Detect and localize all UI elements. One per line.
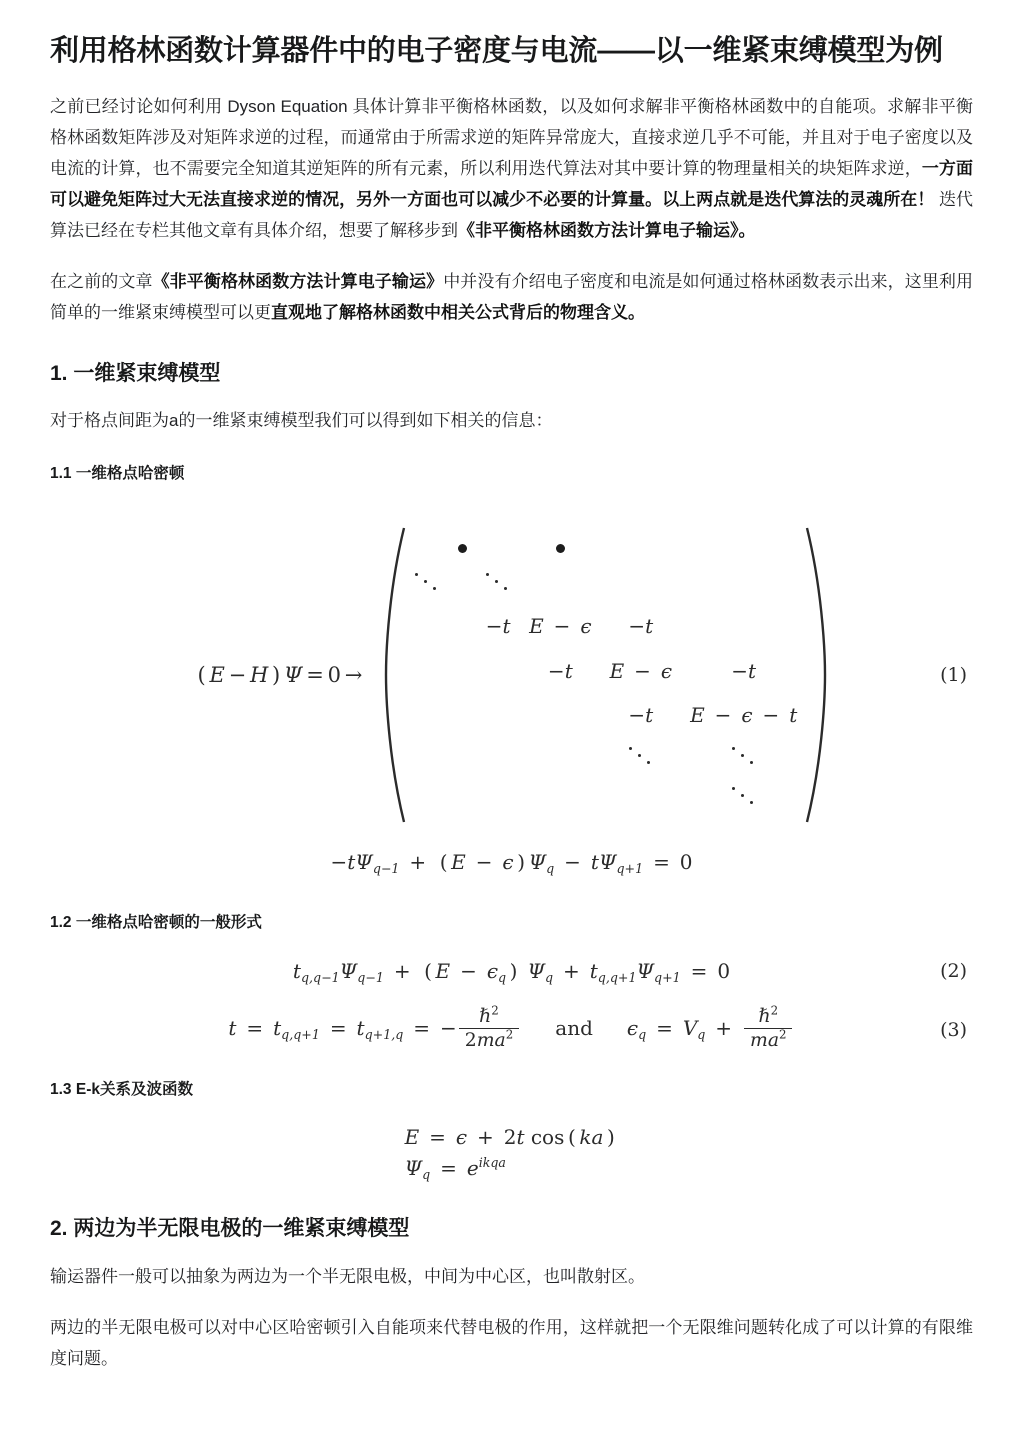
matrix-cell-ddots — [412, 571, 442, 598]
equation-1-block — [50, 525, 973, 825]
section-2-paragraph-1: 输运器件一般可以抽象为两边为一个半无限电极，中间为中心区，也叫散射区。 — [50, 1266, 645, 1286]
matrix — [382, 525, 829, 825]
matrix-cell-ddots — [729, 785, 759, 812]
equation-3-and-word: and — [555, 1016, 593, 1041]
section-heading-1: 1. 一维紧束缚模型 — [50, 361, 221, 385]
equation-2-block — [50, 956, 973, 987]
subsection-heading-1-1: 1.1 一维格点哈密顿 — [50, 465, 185, 483]
intro-text-part-2: 迭代算法已经在专栏其他文章有具体介绍，想要了解移步到 — [50, 190, 973, 241]
matrix-cell-minus-t: −t — [485, 614, 511, 639]
matrix-cell-ddots — [483, 571, 513, 598]
matrix-cell-diagonal: E − ϵ — [529, 614, 592, 639]
equation-4-lines — [405, 1122, 619, 1184]
page-title: 利用格林函数计算器件中的电子密度与电流——以一维紧束缚模型为例 — [50, 35, 943, 67]
subsection-heading-1-3: 1.3 E-k关系及波函数 — [50, 1080, 193, 1098]
equation-4-line-2: $\Psi_q = e^{ikqa}$ — [404, 1155, 506, 1183]
intro-text-bold-2: 《非平衡格林函数方法计算电子输运》。 — [458, 221, 756, 241]
equation-1-below: $-t\Psi_{q-1}$ + ( E − ϵ ) $\Psi_q - t\Psi_{q+1} = 0$ — [330, 849, 693, 876]
second-text-part-2: 中并没有介绍电子密度和电流是如何通过格林函数表示出来，这里利用简单的一维紧束缚模型可以更 — [50, 271, 974, 322]
matrix-left-paren — [382, 525, 408, 825]
second-paragraph — [50, 267, 973, 329]
section-1-intro: 对于格点间距为a的一维紧束缚模型我们可以得到如下相关的信息： — [50, 411, 553, 431]
equation-number-1: (1) — [940, 663, 967, 686]
equation-2: $t_{q,q-1}\Psi_{q-1}$ + ( $E - \epsilon_q$ ) $\Psi_q + t_{q,q+1}\Psi_{q+1} = 0$ — [292, 958, 731, 985]
fraction-hbar-2ma2: $\frac{\hbar^2}{2ma^2}$ — [459, 1006, 519, 1052]
second-text-bold-2: 直观地了解格林函数中相关公式背后的物理含义。 — [271, 302, 645, 322]
second-text-part-1: 在之前的文章 — [50, 271, 153, 291]
equation-4-block — [50, 1122, 973, 1184]
intro-text-bold-1: 一方面可以避免矩阵过大无法直接求逆的情况，另外一方面也可以减少不必要的计算量。以上两点就是迭代算法的灵魂所在！ — [50, 159, 974, 210]
equation-1-below-block — [50, 847, 973, 878]
matrix-cells — [408, 525, 803, 825]
matrix-right-paren — [803, 525, 829, 825]
matrix-cell-dot — [456, 536, 469, 558]
intro-paragraph — [50, 92, 973, 247]
section-heading-2: 2. 两边为半无限电极的一维紧束缚模型 — [50, 1217, 410, 1241]
matrix-cell-minus-t: −t — [547, 658, 573, 683]
fraction-hbar-ma2: $\frac{\hbar^2}{ma^2}$ — [744, 1006, 792, 1052]
matrix-cell-ddots — [626, 745, 656, 772]
matrix-cell-ddots — [729, 745, 759, 772]
equation-4-line-1: E = ϵ + 2t cos ( ka ) — [404, 1125, 615, 1150]
equation-1-lhs: ( E − H ) Ψ = 0 → — [197, 662, 363, 687]
matrix-equation — [50, 525, 973, 825]
matrix-cell-minus-t: −t — [731, 658, 757, 683]
second-text-bold-1: 《非平衡格林函数方法计算电子输运》 — [152, 271, 444, 291]
equation-number-2: (2) — [940, 960, 967, 983]
subsection-heading-1-2: 1.2 一维格点哈密顿的一般形式 — [50, 913, 262, 931]
equation-3: $t = t_{q,q+1} = t_{q+1,q}$ = − $\frac{\hbar^2}{2ma^2}$ and $\epsilon_q = V_q$ + $\frac{\hbar^2}{ma^2}$ — [228, 1016, 794, 1040]
section-2-paragraph-2: 两边的半无限电极可以对中心区哈密顿引入自能项来代替电极的作用，这样就把一个无限维问题转化成了可以计算的有限维度问题。 — [50, 1317, 973, 1368]
matrix-cell-minus-t: −t — [628, 614, 654, 639]
equation-3-block — [50, 1003, 973, 1053]
matrix-cell-diagonal: E − ϵ — [609, 658, 673, 683]
intro-text-part-1: 之前已经讨论如何利用 Dyson Equation 具体计算非平衡格林函数，以及如何求解非平衡格林函数中的自能项。求解非平衡格林函数矩阵涉及对矩阵求逆的过程，而通常由于所需求逆的矩阵异常庞大，直接求逆几乎不可能，并且对于电子密度以及电流的计算，也不需要完全知道其逆矩阵的所有元素，所以利用迭代算法对其中要计算的物理量相关的块矩阵求逆， — [50, 97, 973, 179]
equation-number-3: (3) — [940, 1018, 967, 1041]
matrix-cell-diagonal-last: E − ϵ − t — [690, 703, 798, 728]
matrix-cell-minus-t: −t — [628, 703, 654, 728]
matrix-cell-dot — [554, 536, 567, 558]
